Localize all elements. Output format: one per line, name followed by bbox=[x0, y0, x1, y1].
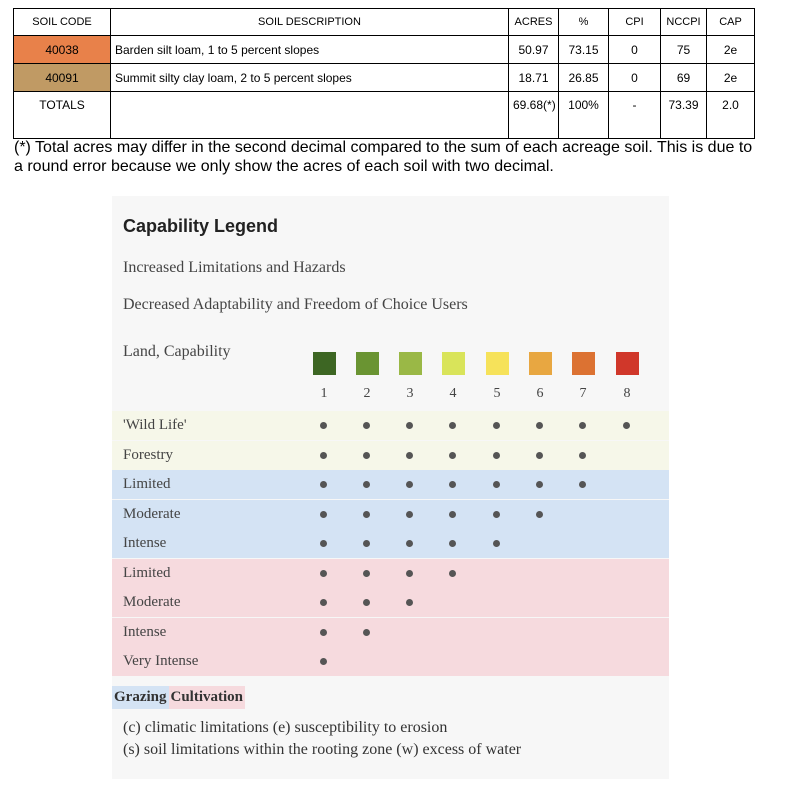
class-dot bbox=[449, 511, 456, 518]
class-dot bbox=[579, 481, 586, 488]
capability-class-4-swatch bbox=[442, 352, 465, 375]
capability-class-number: 2 bbox=[363, 386, 371, 401]
cpi-cell: 0 bbox=[609, 64, 661, 92]
capability-class-number: 1 bbox=[320, 386, 328, 401]
class-dot bbox=[363, 511, 370, 518]
capability-legend bbox=[112, 196, 669, 779]
header-soil-code: SOIL CODE bbox=[14, 9, 111, 36]
class-dot bbox=[320, 511, 327, 518]
legend-row-label: Moderate bbox=[123, 505, 181, 522]
cap-cell: 2e bbox=[707, 36, 755, 64]
legend-row-grazing bbox=[112, 470, 669, 499]
class-dot bbox=[406, 481, 413, 488]
table-header-row bbox=[14, 9, 755, 36]
percent-cell: 73.15 bbox=[559, 36, 609, 64]
class-dot bbox=[536, 481, 543, 488]
header-percent: % bbox=[559, 9, 609, 36]
soil-code-cell: 40038 bbox=[14, 36, 111, 64]
cap-cell: 2e bbox=[707, 64, 755, 92]
table-row bbox=[14, 36, 755, 64]
class-dot bbox=[320, 658, 327, 665]
class-dot bbox=[406, 570, 413, 577]
header-acres: ACRES bbox=[509, 9, 559, 36]
totals-row bbox=[14, 92, 755, 139]
header-cap: CAP bbox=[707, 9, 755, 36]
acres-cell: 50.97 bbox=[509, 36, 559, 64]
capability-class-number: 3 bbox=[406, 386, 414, 401]
class-dot bbox=[449, 452, 456, 459]
class-dot bbox=[536, 511, 543, 518]
legend-row-label: Intense bbox=[123, 623, 167, 640]
capability-class-2-swatch bbox=[356, 352, 379, 375]
legend-row-label: Limited bbox=[123, 476, 171, 492]
class-dot bbox=[406, 599, 413, 606]
legend-row-cultivation bbox=[112, 647, 669, 676]
totals-label: TOTALS bbox=[14, 92, 111, 139]
capability-class-1-swatch bbox=[313, 352, 336, 375]
class-dot bbox=[406, 511, 413, 518]
class-dot bbox=[493, 422, 500, 429]
capability-class-number: 5 bbox=[493, 386, 501, 401]
legend-row-label: Intense bbox=[123, 535, 167, 551]
grazing-label: Grazing bbox=[112, 686, 169, 709]
acres-cell: 18.71 bbox=[509, 64, 559, 92]
class-dot bbox=[320, 599, 327, 606]
legend-row-label: 'Wild Life' bbox=[123, 417, 187, 433]
class-dot bbox=[406, 452, 413, 459]
capability-class-number: 6 bbox=[536, 386, 544, 401]
totals-nccpi: 73.39 bbox=[661, 92, 707, 139]
class-dot bbox=[320, 629, 327, 636]
legend-title: Capability Legend bbox=[123, 216, 279, 236]
legend-row-grazing bbox=[112, 529, 669, 558]
table-row bbox=[14, 64, 755, 92]
class-dot bbox=[363, 540, 370, 547]
class-dot bbox=[449, 422, 456, 429]
header-cpi: CPI bbox=[609, 9, 661, 36]
class-dot bbox=[406, 540, 413, 547]
capability-class-number: 4 bbox=[449, 386, 457, 401]
capability-class-5-swatch bbox=[486, 352, 509, 375]
soil-table bbox=[13, 8, 755, 139]
capability-class-7-swatch bbox=[572, 352, 595, 375]
totals-acres: 69.68(*) bbox=[509, 92, 559, 139]
class-dot bbox=[579, 422, 586, 429]
class-dot bbox=[363, 570, 370, 577]
totals-cpi: - bbox=[609, 92, 661, 139]
legend-footnote-c-e: (c) climatic limitations (e) susceptibility to erosion bbox=[123, 719, 448, 736]
class-dot bbox=[320, 481, 327, 488]
legend-row-wildlife bbox=[112, 441, 669, 470]
class-dot bbox=[363, 422, 370, 429]
class-dot bbox=[320, 540, 327, 547]
soil-code-cell: 40091 bbox=[14, 64, 111, 92]
class-dot bbox=[493, 481, 500, 488]
class-dot bbox=[449, 570, 456, 577]
legend-decreased-adaptability: Decreased Adaptability and Freedom of Choice Users bbox=[123, 296, 468, 313]
legend-row-cultivation bbox=[112, 588, 669, 617]
legend-land-capability-label: Land, Capability bbox=[123, 343, 231, 360]
cpi-cell: 0 bbox=[609, 36, 661, 64]
legend-row-label: Forestry bbox=[123, 446, 173, 463]
nccpi-cell: 69 bbox=[661, 64, 707, 92]
class-dot bbox=[493, 540, 500, 547]
capability-class-3-swatch bbox=[399, 352, 422, 375]
class-dot bbox=[363, 452, 370, 459]
legend-row-label: Limited bbox=[123, 564, 171, 581]
capability-class-6-swatch bbox=[529, 352, 552, 375]
rounding-note: (*) Total acres may differ in the second decimal compared to the sum of each acreage soil. This is due to a round error because we only show the acres of each soil with two decimal. bbox=[14, 139, 753, 175]
class-dot bbox=[363, 481, 370, 488]
legend-row-label: Moderate bbox=[123, 594, 181, 610]
legend-footnote-s-w: (s) soil limitations within the rooting zone (w) excess of water bbox=[123, 741, 522, 758]
soil-description-cell: Summit silty clay loam, 2 to 5 percent slopes bbox=[111, 64, 509, 92]
percent-cell: 26.85 bbox=[559, 64, 609, 92]
class-dot bbox=[449, 540, 456, 547]
class-dot bbox=[493, 452, 500, 459]
totals-percent: 100% bbox=[559, 92, 609, 139]
legend-group-labels bbox=[112, 686, 245, 710]
class-dot bbox=[320, 570, 327, 577]
class-dot bbox=[363, 599, 370, 606]
totals-description bbox=[111, 92, 509, 139]
capability-class-number: 7 bbox=[579, 386, 587, 401]
header-nccpi: NCCPI bbox=[661, 9, 707, 36]
legend-row-wildlife bbox=[112, 411, 669, 440]
cultivation-label: Cultivation bbox=[169, 686, 246, 709]
legend-row-cultivation bbox=[112, 618, 669, 647]
legend-row-grazing bbox=[112, 500, 669, 529]
soil-description-cell: Barden silt loam, 1 to 5 percent slopes bbox=[111, 36, 509, 64]
class-dot bbox=[536, 422, 543, 429]
totals-cap: 2.0 bbox=[707, 92, 755, 139]
class-dot bbox=[363, 629, 370, 636]
capability-class-8-swatch bbox=[616, 352, 639, 375]
class-dot bbox=[579, 452, 586, 459]
class-dot bbox=[320, 452, 327, 459]
class-dot bbox=[449, 481, 456, 488]
class-dot bbox=[406, 422, 413, 429]
class-dot bbox=[320, 422, 327, 429]
class-dot bbox=[623, 422, 630, 429]
header-soil-description: SOIL DESCRIPTION bbox=[111, 9, 509, 36]
class-dot bbox=[536, 452, 543, 459]
legend-row-label: Very Intense bbox=[123, 653, 199, 669]
legend-row-cultivation bbox=[112, 559, 669, 588]
nccpi-cell: 75 bbox=[661, 36, 707, 64]
capability-class-number: 8 bbox=[623, 386, 631, 401]
legend-increased-limitations: Increased Limitations and Hazards bbox=[123, 259, 346, 276]
class-dot bbox=[493, 511, 500, 518]
